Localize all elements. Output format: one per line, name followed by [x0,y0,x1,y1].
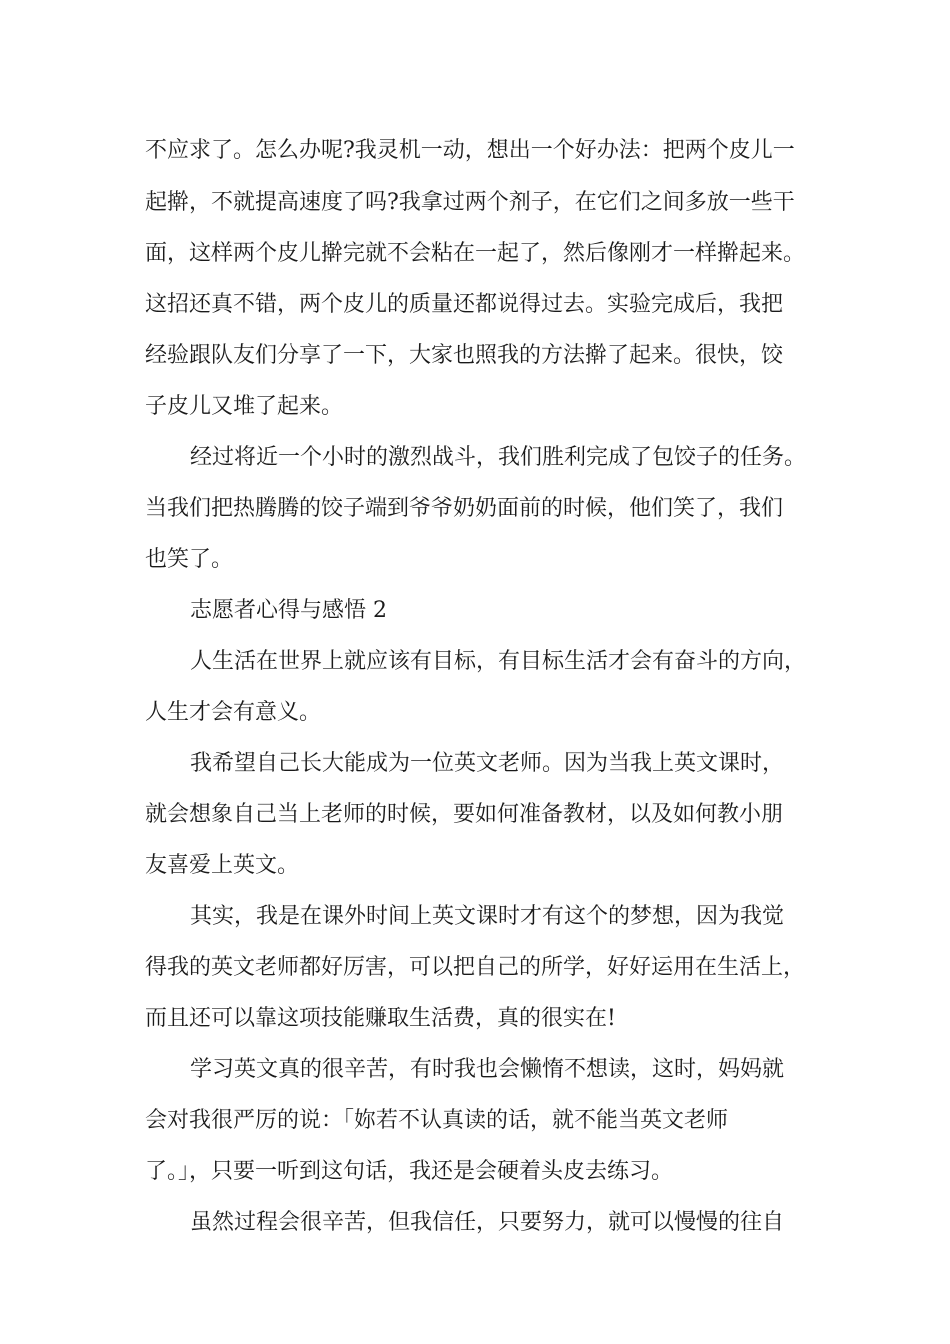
text-line: 当我们把热腾腾的饺子端到爷爷奶奶面前的时候，他们笑了，我们 [145,496,784,521]
text-line: 我希望自己长大能成为一位英文老师。因为当我上英文课时， [190,751,785,776]
text-line: 了。」，只要一听到这句话，我还是会硬着头皮去练习。 [145,1159,674,1184]
text-line: 会对我很严厉的说：「妳若不认真读的话，就不能当英文老师 [145,1108,729,1133]
text-line: 经验跟队友们分享了一下，大家也照我的方法擀了起来。很快，饺 [145,343,784,368]
text-line: 不应求了。怎么办呢?我灵机一动，想出一个好办法：把两个皮儿一 [145,138,795,163]
text-line: 子皮儿又堆了起来。 [145,394,344,419]
section-heading: 志愿者心得与感悟 2 [190,598,387,623]
text-line: 而且还可以靠这项技能赚取生活费，真的很实在! [145,1006,616,1031]
text-line: 虽然过程会很辛苦，但我信任，只要努力，就可以慢慢的往自 [190,1210,785,1235]
text-line: 得我的英文老师都好厉害，可以把自己的所学，好好运用在生活上， [145,955,806,980]
text-line: 经过将近一个小时的激烈战斗，我们胜利完成了包饺子的任务。 [190,445,807,470]
text-line: 其实，我是在课外时间上英文课时才有这个的梦想，因为我觉 [190,904,785,929]
text-line: 人生才会有意义。 [145,700,322,725]
text-line: 学习英文真的很辛苦，有时我也会懒惰不想读，这时，妈妈就 [190,1057,785,1082]
text-line: 友喜爱上英文。 [145,853,300,878]
text-line: 就会想象自己当上老师的时候，要如何准备教材，以及如何教小朋 [145,802,784,827]
text-line: 人生活在世界上就应该有目标，有目标生活才会有奋斗的方向， [190,649,807,674]
text-line: 也笑了。 [145,547,234,572]
text-line: 面，这样两个皮儿擀完就不会粘在一起了，然后像刚才一样擀起来。 [145,241,806,266]
text-line: 起擀，不就提高速度了吗?我拿过两个剂子，在它们之间多放一些干 [145,190,795,215]
text-line: 这招还真不错，两个皮儿的质量还都说得过去。实验完成后，我把 [145,292,784,317]
